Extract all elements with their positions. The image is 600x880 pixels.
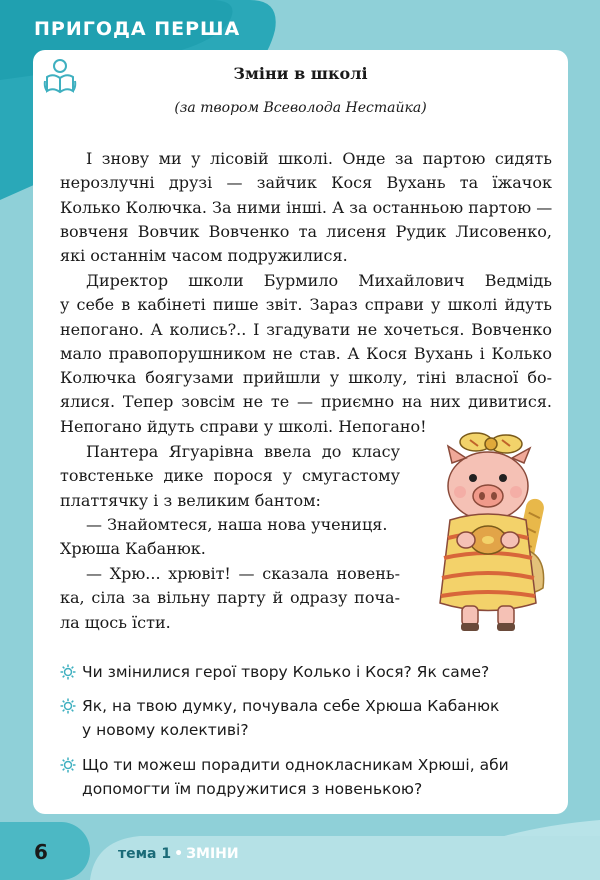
text-line: Пантера Ягуарівна ввела до класу [86,442,400,461]
story-paragraph-2 [60,269,552,439]
text-line: нерозлучні друзі — зайчик Кося Вухань та їжачок [60,173,552,193]
theme-number: 1 [161,846,172,862]
text-line: Колючка боягузами прийшли у школу, тіні власної бо- [60,368,552,388]
question-line: Чи змінилися герої твору Колько і Кося? Як саме? [82,663,490,681]
text-line: I знову ми у лісовій школі. Онде за партою сидять [86,149,552,168]
text-line: — Знайомтеся, наша нова учениця. [86,515,388,534]
question-1 [82,660,489,684]
story-title: Зміни в школі [233,64,368,83]
text-line: які останнім часом подружилися. [60,246,348,266]
theme-separator: • [174,846,184,862]
question-line: Що ти можеш порадити однокласникам Хрюші, аби [82,756,509,774]
text-line: ла щось їсти. [60,612,171,632]
story-paragraph-4 [60,513,400,562]
theme-name: ЗМІНИ [186,846,239,862]
text-line: ка, сіла за вільну парту й одразу поча- [60,588,400,608]
sun-icon [60,698,76,714]
question-line: у новому колективі? [82,721,249,739]
question-3 [82,753,509,801]
question-line: допомогти їм подружитися з новенькою? [82,780,423,798]
text-line: Непогано йдуть справи у школі. Непогано! [60,416,427,436]
text-line: непогано. А колись?.. І згадувати не хочеться. Вовченко [60,319,552,339]
theme-label [118,846,239,862]
pig-illustration [418,428,558,638]
page-number: 6 [34,840,48,864]
question-2 [82,694,499,742]
story-author: (за твором Всеволода Нестайка) [174,100,427,116]
text-line: Хрюша Кабанюк. [60,539,206,559]
text-line: товстеньке дике порося у смугастому [60,466,400,486]
story-paragraph-1 [60,147,552,268]
story-paragraph-5 [60,562,400,635]
text-line: мало правопорушником не став. А Кося Вухань і Колько [60,343,552,363]
text-line: платтячку і з великим бантом: [60,490,321,510]
story-paragraph-3 [60,440,400,513]
section-title: ПРИГОДА ПЕРША [34,18,241,40]
text-line: у себе в кабінеті пише звіт. Зараз справи у школі йдуть [60,295,552,315]
text-line: — Хрю... хрювіт! — сказала новень- [86,564,400,583]
theme-prefix: тема [118,846,157,862]
question-line: Як, на твою думку, почувала себе Хрюша Кабанюк [82,697,500,715]
sun-icon [60,757,76,773]
sun-icon [60,664,76,680]
text-line: Директор школи Бурмило Михайлович Ведмідь [86,271,552,290]
text-line: вовченя Вовчик Вовченко та лисеня Рудик Лисовенко, [60,221,552,241]
text-line: Колько Колючка. За ними інші. А за останньою партою — [60,197,553,217]
text-line: ялися. Тепер зовсім не те — приємно на них дивитися. [60,392,552,412]
